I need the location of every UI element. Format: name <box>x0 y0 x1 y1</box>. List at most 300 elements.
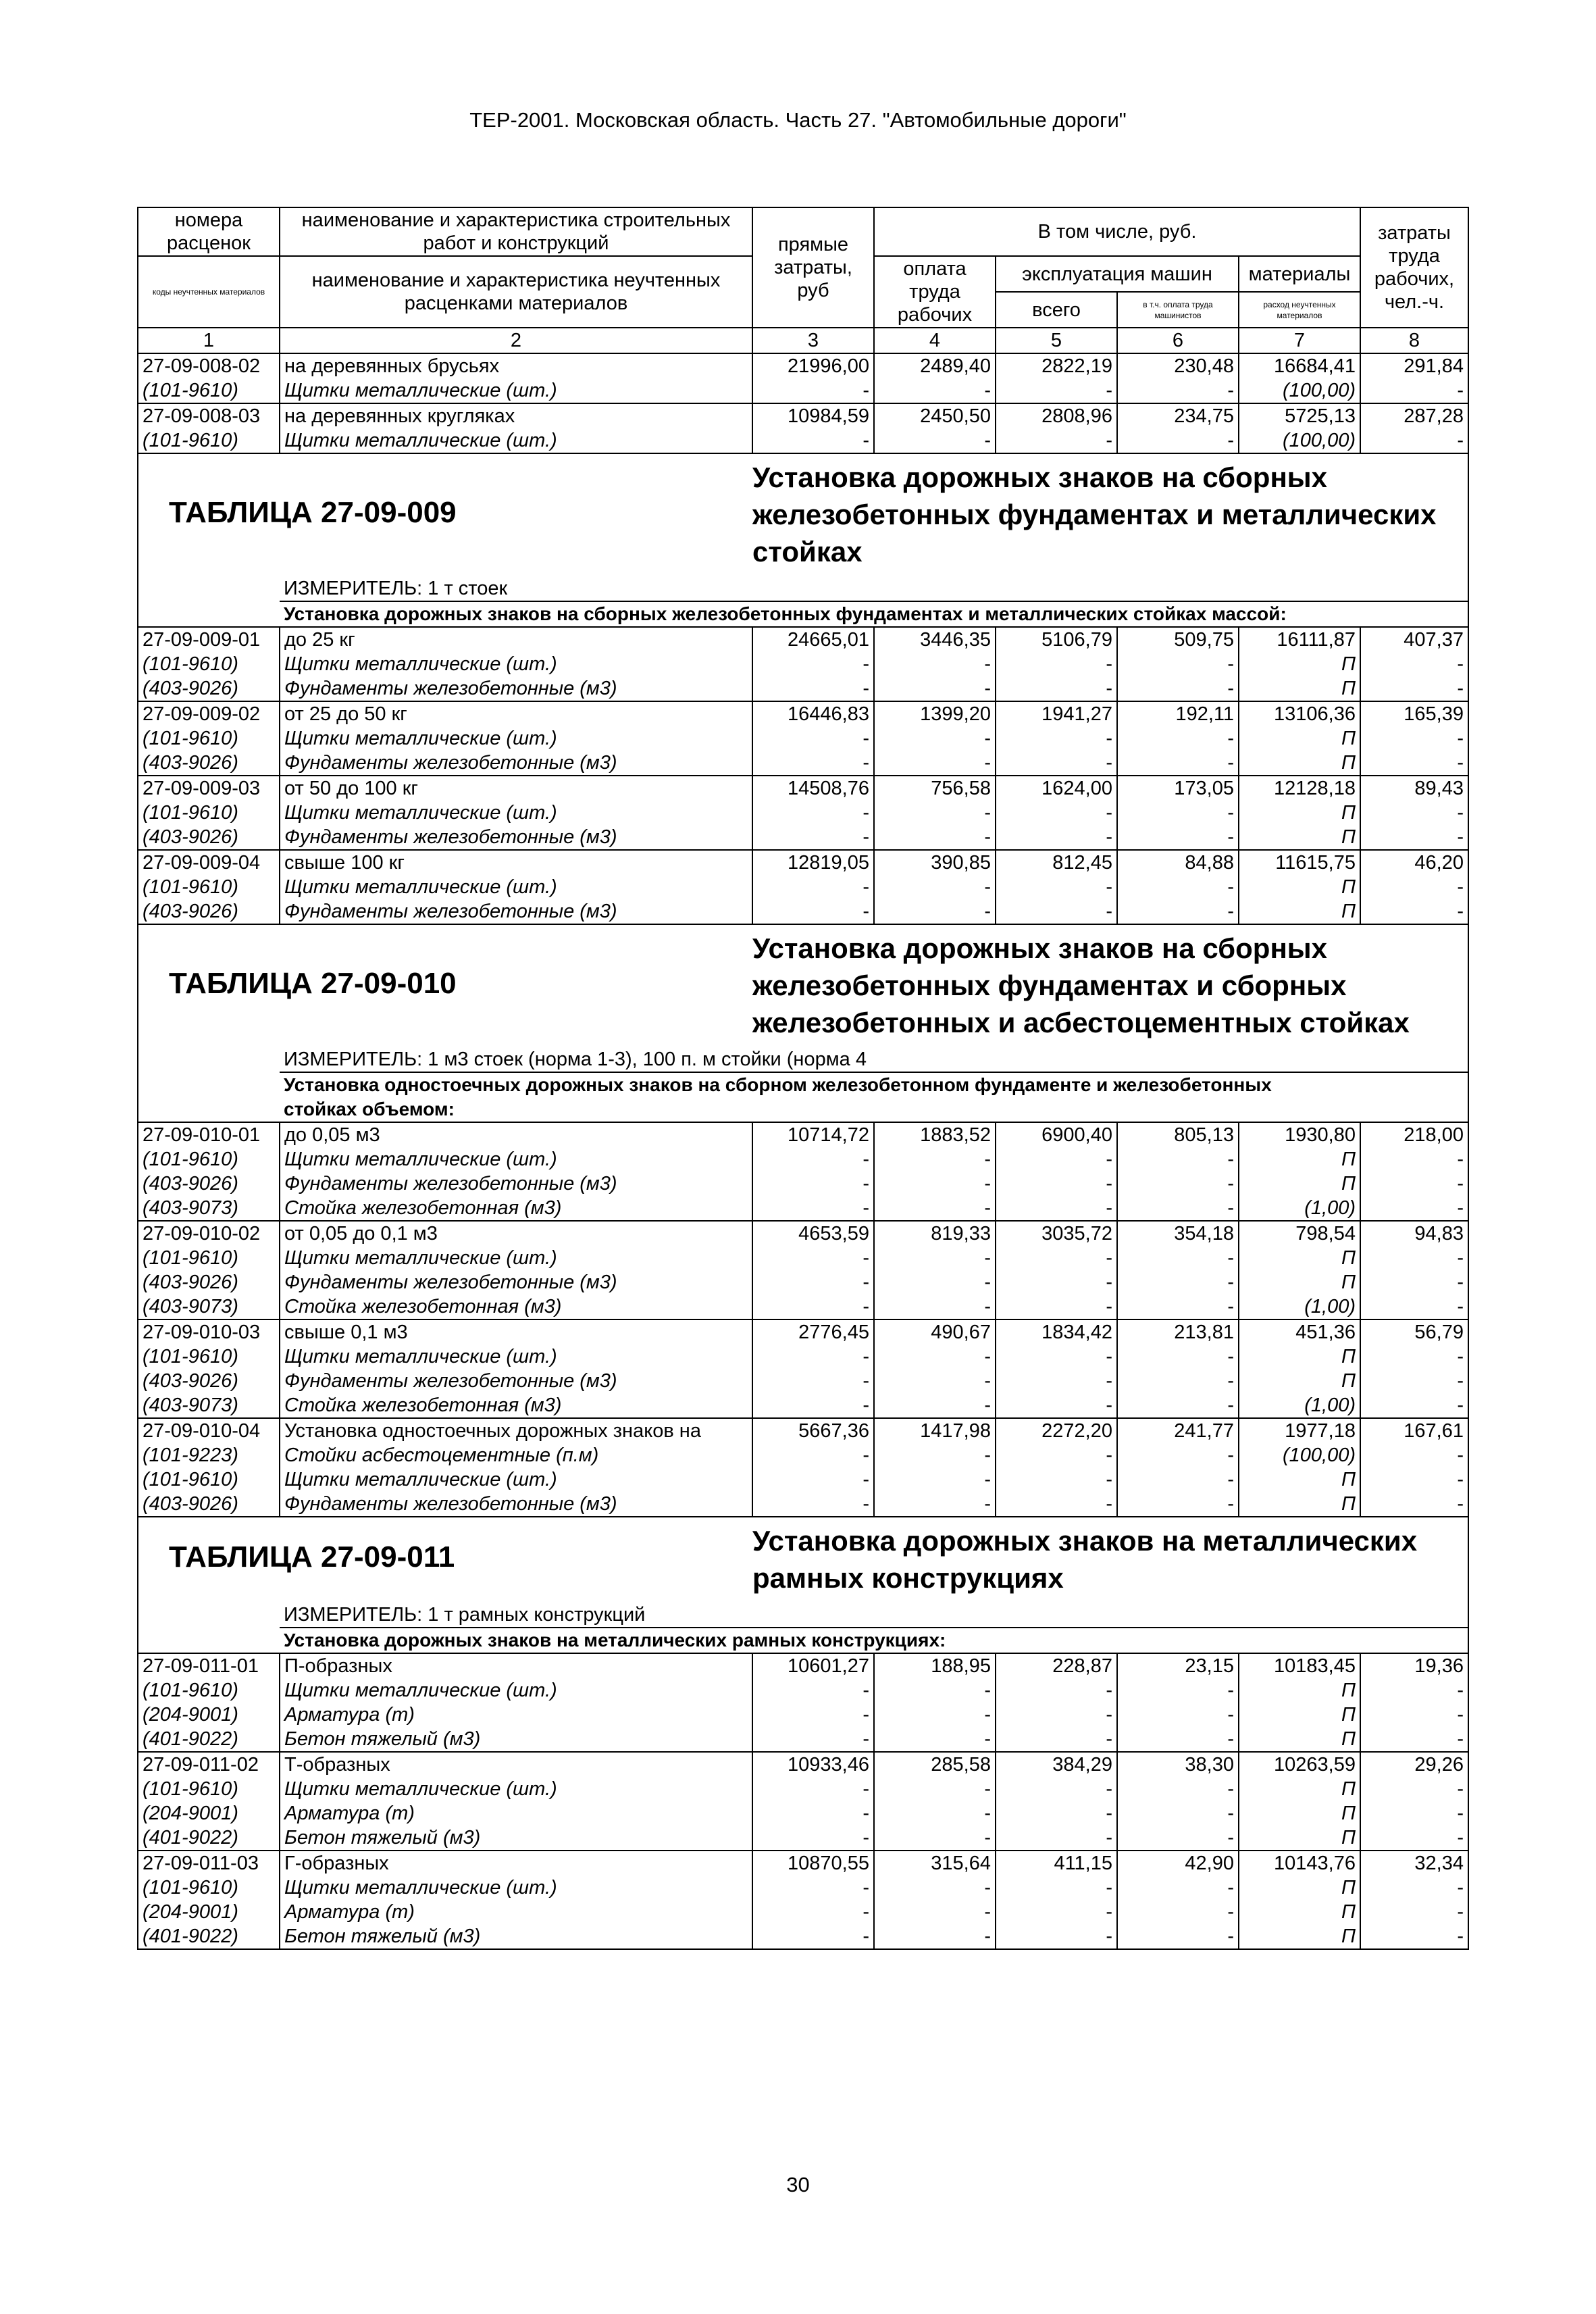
material-name: Арматура (т) <box>280 1703 752 1727</box>
materials-cost: 12128,18 <box>1239 776 1360 801</box>
wages: 756,58 <box>874 776 996 801</box>
material-name: Щитки металлические (шт.) <box>280 1147 752 1172</box>
materials-cost: 10263,59 <box>1239 1752 1360 1777</box>
empty-value: - <box>1117 1344 1239 1369</box>
material-row <box>138 1777 1468 1801</box>
empty-value: - <box>752 1678 874 1703</box>
materials-cost: 798,54 <box>1239 1221 1360 1246</box>
material-row <box>138 875 1468 899</box>
empty-value: - <box>1117 1876 1239 1900</box>
material-row <box>138 1727 1468 1752</box>
machines-total: 3035,72 <box>996 1221 1117 1246</box>
material-code: (403-9026) <box>138 825 280 850</box>
material-name: Щитки металлические (шт.) <box>280 1678 752 1703</box>
col-materials-sub-header: расход неучтенных материалов <box>1239 292 1360 328</box>
direct-cost: 21996,00 <box>752 353 874 378</box>
labor-hours: 29,26 <box>1360 1752 1468 1777</box>
material-code: (403-9026) <box>138 676 280 701</box>
material-name: Щитки металлические (шт.) <box>280 428 752 453</box>
material-qty: П <box>1239 1369 1360 1393</box>
empty-value: - <box>874 1147 996 1172</box>
empty-value: - <box>1117 1147 1239 1172</box>
empty-value: - <box>874 1369 996 1393</box>
empty-value: - <box>996 1826 1117 1851</box>
rate-name: от 0,05 до 0,1 м3 <box>280 1221 752 1246</box>
spacer-cell <box>138 574 280 601</box>
material-qty: П <box>1239 1270 1360 1294</box>
material-qty: П <box>1239 676 1360 701</box>
direct-cost: 12819,05 <box>752 850 874 875</box>
labor-hours: 167,61 <box>1360 1418 1468 1443</box>
empty-value: - <box>996 1467 1117 1492</box>
labor-hours: 32,34 <box>1360 1851 1468 1876</box>
rate-code: 27-09-011-03 <box>138 1851 280 1876</box>
empty-value: - <box>1360 1924 1468 1949</box>
direct-cost: 5667,36 <box>752 1418 874 1443</box>
materials-cost: 1977,18 <box>1239 1418 1360 1443</box>
empty-value: - <box>1360 801 1468 825</box>
empty-value: - <box>874 1900 996 1924</box>
empty-value: - <box>752 1703 874 1727</box>
empty-value: - <box>752 726 874 751</box>
table-title-line: Установка дорожных знаков на металлических <box>752 1524 1418 1557</box>
material-code: (101-9610) <box>138 428 280 453</box>
material-row <box>138 676 1468 701</box>
empty-value: - <box>1117 1703 1239 1727</box>
empty-value: - <box>1360 1393 1468 1418</box>
rate-name: до 25 кг <box>280 627 752 652</box>
machines-total: 384,29 <box>996 1752 1117 1777</box>
material-name: Стойка железобетонная (м3) <box>280 1196 752 1221</box>
empty-value: - <box>752 801 874 825</box>
empty-value: - <box>996 1393 1117 1418</box>
rate-name: свыше 100 кг <box>280 850 752 875</box>
group-row <box>138 601 1468 627</box>
table-title-line: рамных конструкциях <box>752 1561 1064 1594</box>
wages: 1417,98 <box>874 1418 996 1443</box>
empty-value: - <box>752 1876 874 1900</box>
empty-value: - <box>996 801 1117 825</box>
col-machines-wages-header: в т.ч. оплата труда машинистов <box>1117 292 1239 328</box>
machines-total: 6900,40 <box>996 1122 1117 1147</box>
empty-value: - <box>1360 825 1468 850</box>
empty-value: - <box>1117 1270 1239 1294</box>
material-code: (204-9001) <box>138 1703 280 1727</box>
materials-cost: 5725,13 <box>1239 403 1360 428</box>
table-label-cell <box>138 924 752 1045</box>
empty-value: - <box>752 1443 874 1467</box>
material-qty: П <box>1239 1147 1360 1172</box>
material-name: Щитки металлические (шт.) <box>280 652 752 676</box>
material-name: Фундаменты железобетонные (м3) <box>280 1369 752 1393</box>
wages: 490,67 <box>874 1319 996 1344</box>
rate-code: 27-09-009-01 <box>138 627 280 652</box>
material-row <box>138 428 1468 453</box>
material-code: (401-9022) <box>138 1727 280 1752</box>
material-row <box>138 801 1468 825</box>
direct-cost: 10714,72 <box>752 1122 874 1147</box>
table-number: ТАБЛИЦА 27-09-009 <box>169 495 457 529</box>
direct-cost: 10984,59 <box>752 403 874 428</box>
material-code: (403-9026) <box>138 1172 280 1196</box>
machines-wages: 354,18 <box>1117 1221 1239 1246</box>
table-title-row <box>138 1517 1468 1601</box>
table-number: ТАБЛИЦА 27-09-011 <box>169 1540 455 1574</box>
material-row <box>138 1467 1468 1492</box>
materials-cost: 10143,76 <box>1239 1851 1360 1876</box>
rate-row <box>138 1221 1468 1246</box>
rates-table <box>137 207 1469 1950</box>
direct-cost: 10601,27 <box>752 1653 874 1678</box>
material-qty: (100,00) <box>1239 378 1360 403</box>
table-title-cell <box>752 453 1468 574</box>
rate-row <box>138 627 1468 652</box>
measure-unit: ИЗМЕРИТЕЛЬ: 1 т рамных конструкций <box>280 1601 1468 1628</box>
material-name: Щитки металлические (шт.) <box>280 875 752 899</box>
document-header: ТЕР-2001. Московская область. Часть 27. "Автомобильные дороги" <box>469 108 1127 132</box>
empty-value: - <box>752 378 874 403</box>
empty-value: - <box>996 1727 1117 1752</box>
empty-value: - <box>1360 1196 1468 1221</box>
material-row <box>138 1443 1468 1467</box>
col-number: 2 <box>280 328 752 353</box>
empty-value: - <box>752 1900 874 1924</box>
material-name: Стойка железобетонная (м3) <box>280 1294 752 1319</box>
empty-value: - <box>874 1876 996 1900</box>
machines-total: 812,45 <box>996 850 1117 875</box>
empty-value: - <box>874 801 996 825</box>
material-row <box>138 1924 1468 1949</box>
empty-value: - <box>996 1246 1117 1270</box>
empty-value: - <box>1360 1678 1468 1703</box>
labor-hours: 291,84 <box>1360 353 1468 378</box>
material-code: (101-9610) <box>138 875 280 899</box>
table-title-line: Установка дорожных знаков на сборных <box>752 461 1328 493</box>
empty-value: - <box>1360 378 1468 403</box>
empty-value: - <box>1117 1467 1239 1492</box>
empty-value: - <box>874 1777 996 1801</box>
material-qty: (1,00) <box>1239 1294 1360 1319</box>
rate-row <box>138 353 1468 378</box>
material-qty: П <box>1239 726 1360 751</box>
material-name: Бетон тяжелый (м3) <box>280 1826 752 1851</box>
empty-value: - <box>1117 1443 1239 1467</box>
rate-code: 27-09-010-04 <box>138 1418 280 1443</box>
empty-value: - <box>1360 1172 1468 1196</box>
direct-cost: 10870,55 <box>752 1851 874 1876</box>
col-number: 5 <box>996 328 1117 353</box>
empty-value: - <box>1360 1467 1468 1492</box>
material-qty: (100,00) <box>1239 428 1360 453</box>
machines-total: 2808,96 <box>996 403 1117 428</box>
empty-value: - <box>1117 1924 1239 1949</box>
material-code: (101-9610) <box>138 1467 280 1492</box>
material-row <box>138 1147 1468 1172</box>
material-code: (401-9022) <box>138 1924 280 1949</box>
rate-name: на деревянных кругляках <box>280 403 752 428</box>
material-code: (403-9073) <box>138 1196 280 1221</box>
rate-code: 27-09-009-03 <box>138 776 280 801</box>
material-code: (101-9610) <box>138 1678 280 1703</box>
rate-row <box>138 701 1468 726</box>
empty-value: - <box>1360 726 1468 751</box>
empty-value: - <box>996 1443 1117 1467</box>
material-qty: П <box>1239 1678 1360 1703</box>
material-name: Щитки металлические (шт.) <box>280 1876 752 1900</box>
wages: 1399,20 <box>874 701 996 726</box>
material-code: (101-9610) <box>138 1876 280 1900</box>
empty-value: - <box>996 899 1117 924</box>
empty-value: - <box>874 1443 996 1467</box>
material-qty: П <box>1239 1900 1360 1924</box>
empty-value: - <box>996 825 1117 850</box>
table-label-cell <box>138 1517 752 1601</box>
empty-value: - <box>1360 875 1468 899</box>
empty-value: - <box>874 751 996 776</box>
table-title-line: железобетонных фундаментах и металлических <box>752 498 1437 530</box>
empty-value: - <box>1117 1294 1239 1319</box>
material-qty: П <box>1239 1876 1360 1900</box>
empty-value: - <box>752 1801 874 1826</box>
rate-name: свыше 0,1 м3 <box>280 1319 752 1344</box>
empty-value: - <box>996 1270 1117 1294</box>
material-qty: (100,00) <box>1239 1443 1360 1467</box>
empty-value: - <box>874 1270 996 1294</box>
empty-value: - <box>874 1246 996 1270</box>
material-name: Щитки металлические (шт.) <box>280 1344 752 1369</box>
labor-hours: 56,79 <box>1360 1319 1468 1344</box>
rate-code: 27-09-008-03 <box>138 403 280 428</box>
rate-row <box>138 1122 1468 1147</box>
empty-value: - <box>1117 378 1239 403</box>
material-qty: П <box>1239 825 1360 850</box>
material-name: Фундаменты железобетонные (м3) <box>280 899 752 924</box>
empty-value: - <box>996 1294 1117 1319</box>
empty-value: - <box>1117 1801 1239 1826</box>
material-row <box>138 1492 1468 1517</box>
column-numbers-row <box>138 328 1468 353</box>
empty-value: - <box>1117 1196 1239 1221</box>
empty-value: - <box>1360 1270 1468 1294</box>
machines-total: 5106,79 <box>996 627 1117 652</box>
empty-value: - <box>874 1393 996 1418</box>
materials-cost: 11615,75 <box>1239 850 1360 875</box>
empty-value: - <box>1117 1492 1239 1517</box>
rate-row <box>138 1653 1468 1678</box>
material-code: (403-9026) <box>138 1492 280 1517</box>
group-row <box>138 1097 1468 1122</box>
empty-value: - <box>752 652 874 676</box>
labor-hours: 218,00 <box>1360 1122 1468 1147</box>
empty-value: - <box>1360 1147 1468 1172</box>
empty-value: - <box>996 676 1117 701</box>
wages: 2489,40 <box>874 353 996 378</box>
material-row <box>138 1393 1468 1418</box>
rate-code: 27-09-011-01 <box>138 1653 280 1678</box>
rate-code: 27-09-010-03 <box>138 1319 280 1344</box>
material-name: Фундаменты железобетонные (м3) <box>280 676 752 701</box>
empty-value: - <box>1117 1727 1239 1752</box>
empty-value: - <box>1360 1777 1468 1801</box>
machines-wages: 173,05 <box>1117 776 1239 801</box>
material-code: (204-9001) <box>138 1801 280 1826</box>
empty-value: - <box>752 875 874 899</box>
col-number: 3 <box>752 328 874 353</box>
material-name: Фундаменты железобетонные (м3) <box>280 825 752 850</box>
empty-value: - <box>752 751 874 776</box>
empty-value: - <box>752 676 874 701</box>
empty-value: - <box>1117 825 1239 850</box>
empty-value: - <box>874 1727 996 1752</box>
rate-name: до 0,05 м3 <box>280 1122 752 1147</box>
material-row <box>138 1678 1468 1703</box>
wages: 390,85 <box>874 850 996 875</box>
col-code-header: номера расценок <box>138 207 280 256</box>
machines-wages: 509,75 <box>1117 627 1239 652</box>
group-description: Установка дорожных знаков на металлических рамных конструкциях: <box>280 1628 1468 1653</box>
empty-value: - <box>752 825 874 850</box>
group-description: Установка одностоечных дорожных знаков на сборном железобетонном фундаменте и железобетонных <box>280 1072 1468 1097</box>
material-row <box>138 899 1468 924</box>
material-qty: П <box>1239 1924 1360 1949</box>
material-name: Щитки металлические (шт.) <box>280 1246 752 1270</box>
material-name: Фундаменты железобетонные (м3) <box>280 1492 752 1517</box>
measure-row <box>138 1045 1468 1072</box>
empty-value: - <box>874 1826 996 1851</box>
empty-value: - <box>874 1678 996 1703</box>
empty-value: - <box>1360 1876 1468 1900</box>
material-qty: П <box>1239 652 1360 676</box>
material-row <box>138 1196 1468 1221</box>
material-code: (403-9026) <box>138 899 280 924</box>
material-qty: П <box>1239 1344 1360 1369</box>
material-name: Щитки металлические (шт.) <box>280 801 752 825</box>
col-labor-header: затраты труда рабочих, чел.-ч. <box>1360 207 1468 328</box>
labor-hours: 407,37 <box>1360 627 1468 652</box>
wages: 285,58 <box>874 1752 996 1777</box>
material-code: (401-9022) <box>138 1826 280 1851</box>
rate-row <box>138 1851 1468 1876</box>
material-code: (101-9610) <box>138 1777 280 1801</box>
spacer-cell <box>138 1045 280 1072</box>
col-wages-header: оплата труда рабочих <box>874 256 996 328</box>
empty-value: - <box>752 1196 874 1221</box>
empty-value: - <box>752 1294 874 1319</box>
empty-value: - <box>874 378 996 403</box>
empty-value: - <box>1360 1900 1468 1924</box>
wages: 3446,35 <box>874 627 996 652</box>
table-title-line: Установка дорожных знаков на сборных <box>752 932 1328 964</box>
material-code: (403-9026) <box>138 1270 280 1294</box>
col-name-header: наименование и характеристика строительных работ и конструкций <box>280 207 752 256</box>
empty-value: - <box>996 751 1117 776</box>
group-row <box>138 1072 1468 1097</box>
empty-value: - <box>996 875 1117 899</box>
group-row <box>138 1628 1468 1653</box>
empty-value: - <box>752 1147 874 1172</box>
empty-value: - <box>1360 1801 1468 1826</box>
rate-row <box>138 850 1468 875</box>
empty-value: - <box>874 1703 996 1727</box>
materials-cost: 10183,45 <box>1239 1653 1360 1678</box>
rate-row <box>138 1418 1468 1443</box>
col-materials-header: материалы <box>1239 256 1360 292</box>
labor-hours: 46,20 <box>1360 850 1468 875</box>
materials-cost: 1930,80 <box>1239 1122 1360 1147</box>
material-row <box>138 652 1468 676</box>
empty-value: - <box>752 1826 874 1851</box>
empty-value: - <box>874 1196 996 1221</box>
empty-value: - <box>996 378 1117 403</box>
labor-hours: 287,28 <box>1360 403 1468 428</box>
table-title-line: стойках <box>752 535 863 568</box>
col-number: 4 <box>874 328 996 353</box>
empty-value: - <box>1117 1900 1239 1924</box>
material-code: (403-9026) <box>138 1369 280 1393</box>
material-code: (403-9026) <box>138 751 280 776</box>
empty-value: - <box>874 1344 996 1369</box>
empty-value: - <box>874 428 996 453</box>
empty-value: - <box>752 1369 874 1393</box>
group-description: стойках объемом: <box>280 1097 1468 1122</box>
material-qty: П <box>1239 1801 1360 1826</box>
empty-value: - <box>752 1246 874 1270</box>
empty-value: - <box>752 1924 874 1949</box>
material-row <box>138 726 1468 751</box>
material-qty: П <box>1239 899 1360 924</box>
material-row <box>138 1369 1468 1393</box>
rate-row <box>138 403 1468 428</box>
machines-total: 1834,42 <box>996 1319 1117 1344</box>
group-description: Установка дорожных знаков на сборных железобетонных фундаментах и металлических стойках массой: <box>280 601 1468 627</box>
empty-value: - <box>752 1172 874 1196</box>
empty-value: - <box>996 652 1117 676</box>
empty-value: - <box>752 1344 874 1369</box>
empty-value: - <box>874 1172 996 1196</box>
direct-cost: 4653,59 <box>752 1221 874 1246</box>
material-name: Арматура (т) <box>280 1801 752 1826</box>
material-qty: (1,00) <box>1239 1196 1360 1221</box>
empty-value: - <box>1360 1492 1468 1517</box>
empty-value: - <box>996 1801 1117 1826</box>
material-qty: П <box>1239 1777 1360 1801</box>
empty-value: - <box>874 726 996 751</box>
rate-code: 27-09-008-02 <box>138 353 280 378</box>
material-code: (101-9610) <box>138 801 280 825</box>
machines-total: 2822,19 <box>996 353 1117 378</box>
material-row <box>138 1703 1468 1727</box>
wages: 819,33 <box>874 1221 996 1246</box>
wages: 315,64 <box>874 1851 996 1876</box>
col-including-header: В том числе, руб. <box>874 207 1360 256</box>
material-name: Фундаменты железобетонные (м3) <box>280 1270 752 1294</box>
material-qty: П <box>1239 1727 1360 1752</box>
material-row <box>138 378 1468 403</box>
direct-cost: 2776,45 <box>752 1319 874 1344</box>
spacer-cell <box>138 601 280 627</box>
rate-name: Установка одностоечных дорожных знаков на <box>280 1418 752 1443</box>
table-label-cell <box>138 453 752 574</box>
empty-value: - <box>1117 676 1239 701</box>
wages: 2450,50 <box>874 403 996 428</box>
empty-value: - <box>1360 1344 1468 1369</box>
material-name: Бетон тяжелый (м3) <box>280 1924 752 1949</box>
material-row <box>138 1172 1468 1196</box>
col-number: 8 <box>1360 328 1468 353</box>
empty-value: - <box>996 1492 1117 1517</box>
labor-hours: 94,83 <box>1360 1221 1468 1246</box>
empty-value: - <box>1117 751 1239 776</box>
